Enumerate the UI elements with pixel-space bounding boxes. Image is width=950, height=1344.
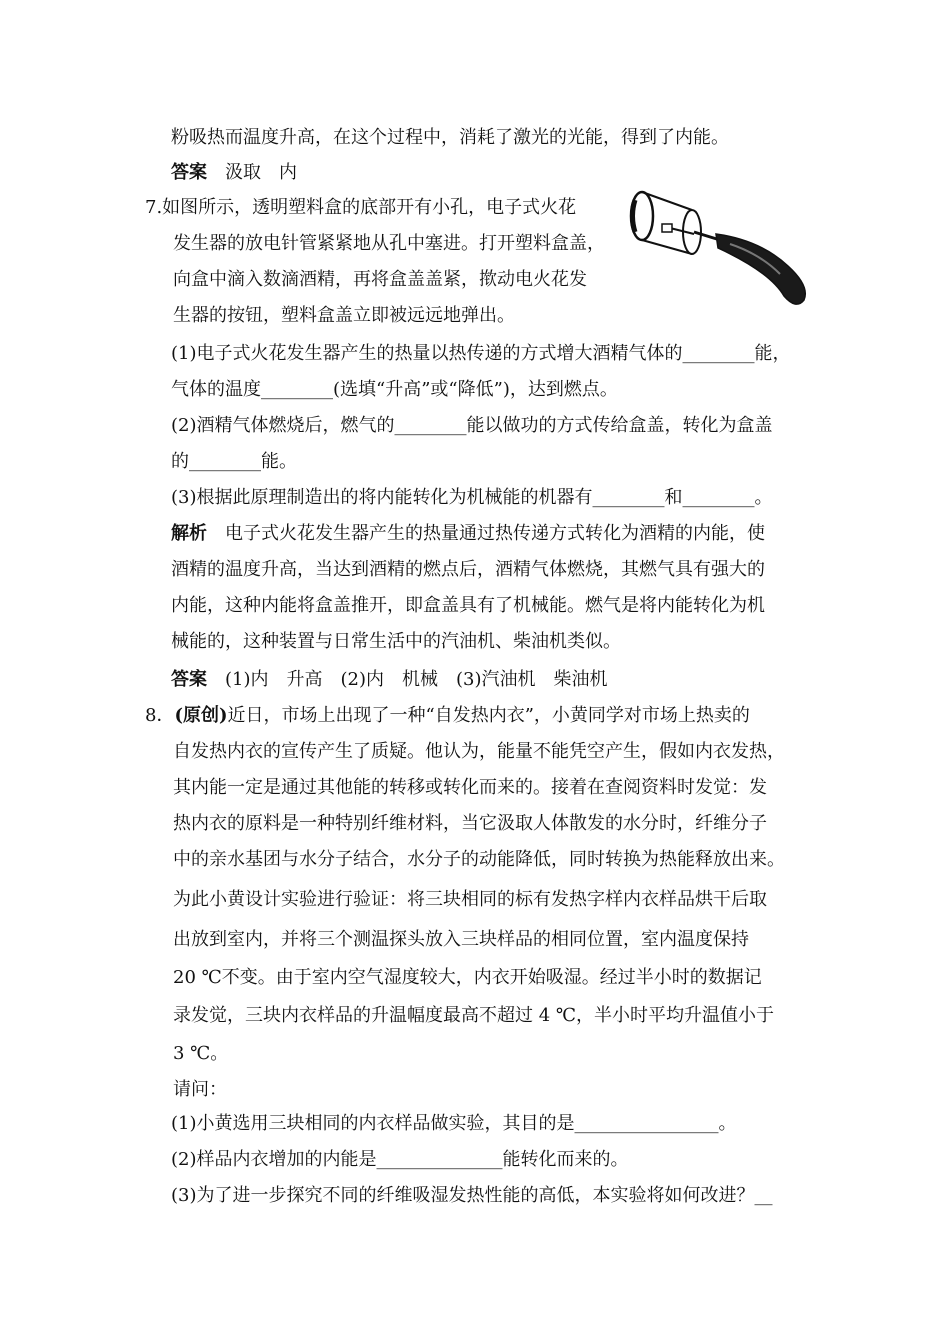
q7-line-3: 向盒中滴入数滴酒精，再将盒盖盖紧，揿动电火花发 <box>173 269 587 290</box>
q7-sub-2-cont: 的________能。 <box>171 451 297 472</box>
q7-sub-1-cont: 气体的温度________(选填“升高”或“降低”)，达到燃点。 <box>171 379 618 400</box>
q6-answer <box>171 161 297 185</box>
q8-line-1: 8．(原创)近日，市场上出现了一种“自发热内衣”，小黄同学对市场上热卖的 <box>145 705 750 726</box>
q7-sub-1: (1)电子式火花发生器产生的热量以热传递的方式增大酒精气体的________能， <box>171 343 791 364</box>
q8-line-8: 20 ℃不变。由于室内空气湿度较大，内衣开始吸湿。经过半小时的数据记 <box>173 967 762 988</box>
q6-text-line: 粉吸热而温度升高，在这个过程中，消耗了激光的光能，得到了内能。 <box>171 127 729 148</box>
q8-line-6: 为此小黄设计实验进行验证：将三块相同的标有发热字样内衣样品烘干后取 <box>173 889 767 910</box>
q8-sub-3: (3)为了进一步探究不同的纤维吸湿发热性能的高低，本实验将如何改进？__ <box>171 1185 773 1206</box>
spark-generator-illustration <box>620 188 810 310</box>
q8-tag: (原创) <box>174 705 228 726</box>
q8-line-10: 3 ℃。 <box>173 1043 229 1064</box>
q7-analysis-line-2: 酒精的温度升高，当达到酒精的燃点后，酒精气体燃烧，其燃气具有强大的 <box>171 559 765 580</box>
q8-line-2: 自发热内衣的宣传产生了质疑。他认为，能量不能凭空产生，假如内衣发热， <box>173 741 785 762</box>
q7-line-1: 7.如图所示，透明塑料盒的底部开有小孔，电子式火花 <box>145 197 577 218</box>
analysis-label: 解析 <box>171 523 207 544</box>
q7-analysis-line-4: 械能的，这种装置与日常生活中的汽油机、柴油机类似。 <box>171 631 621 652</box>
q8-line-3: 其内能一定是通过其他能的转移或转化而来的。接着在查阅资料时发觉：发 <box>173 777 767 798</box>
q7-line-4: 生器的按钮，塑料盒盖立即被远远地弹出。 <box>173 305 515 326</box>
answer-text: 汲取 内 <box>225 162 297 183</box>
q8-line-4: 热内衣的原料是一种特别纤维材料，当它汲取人体散发的水分时，纤维分子 <box>173 813 767 834</box>
q8-sub-1: (1)小黄选用三块相同的内衣样品做实验，其目的是________________。 <box>171 1113 737 1134</box>
answer-label: 答案 <box>171 669 207 690</box>
q8-ask: 请问： <box>173 1079 227 1100</box>
q8-line-5: 中的亲水基团与水分子结合，水分子的动能降低，同时转换为热能释放出来。 <box>173 849 785 870</box>
q7-analysis-line-1: 解析 电子式火花发生器产生的热量通过热传递方式转化为酒精的内能，使 <box>171 523 765 544</box>
q8-sub-2: (2)样品内衣增加的内能是______________能转化而来的。 <box>171 1149 629 1170</box>
q7-sub-2: (2)酒精气体燃烧后，燃气的________能以做功的方式传给盒盖，转化为盒盖 <box>171 415 773 436</box>
answer-text: (1)内 升高 (2)内 机械 (3)汽油机 柴油机 <box>225 669 608 690</box>
q8-line-7: 出放到室内，并将三个测温探头放入三块样品的相同位置，室内温度保持 <box>173 929 749 950</box>
q8-number: 8． <box>145 705 175 726</box>
q8-line-9: 录发觉，三块内衣样品的升温幅度最高不超过 4 ℃，半小时平均升温值小于 <box>173 1005 775 1026</box>
q7-line-2: 发生器的放电针管紧紧地从孔中塞进。打开塑料盒盖， <box>173 233 605 254</box>
answer-label: 答案 <box>171 162 207 183</box>
q7-answer <box>171 668 608 692</box>
q7-analysis-line-3: 内能，这种内能将盒盖推开，即盒盖具有了机械能。燃气是将内能转化为机 <box>171 595 765 616</box>
q7-sub-3: (3)根据此原理制造出的将内能转化为机械能的机器有________和________。 <box>171 487 773 508</box>
